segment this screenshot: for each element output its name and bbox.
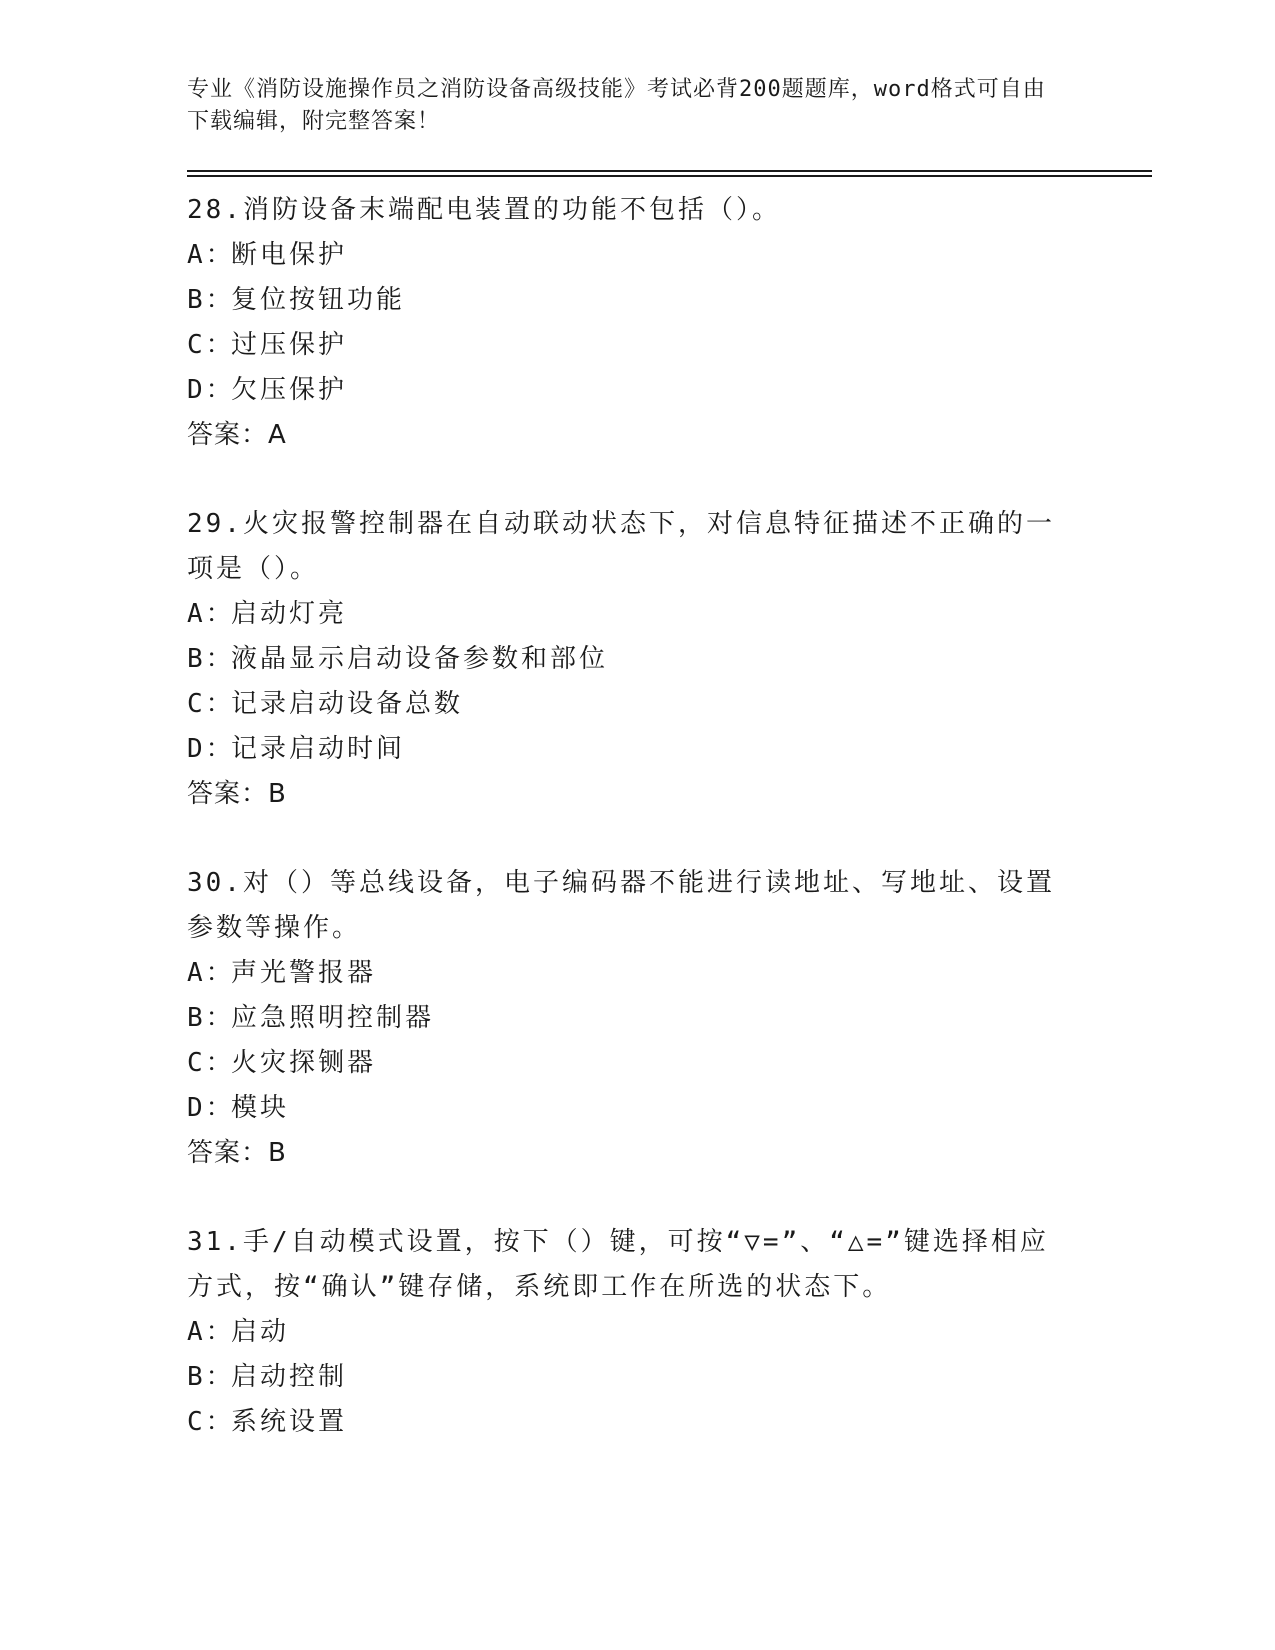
option-c <box>187 1400 1067 1445</box>
option-letter: C： <box>187 330 235 360</box>
question-list <box>187 188 1067 1489</box>
option-text: 系统设置 <box>231 1407 348 1437</box>
option-letter: D： <box>187 734 235 764</box>
option-text: 模块 <box>231 1093 290 1123</box>
option-letter: B： <box>187 1362 235 1392</box>
option-d <box>187 368 1067 413</box>
option-text: 断电保护 <box>231 240 348 270</box>
option-a <box>187 592 1067 637</box>
question-text: 28.消防设备末端配电装置的功能不包括（）。 <box>187 195 781 225</box>
option-letter: A： <box>187 1317 235 1347</box>
option-letter: C： <box>187 1048 235 1078</box>
option-c <box>187 323 1067 368</box>
question-28 <box>187 188 1067 458</box>
option-text: 启动控制 <box>231 1362 348 1392</box>
option-text: 欠压保护 <box>231 375 348 405</box>
option-letter: A： <box>187 958 235 988</box>
option-d <box>187 1086 1067 1131</box>
option-text: 复位按钮功能 <box>231 285 406 315</box>
option-letter: B： <box>187 644 235 674</box>
option-text: 液晶显示启动设备参数和部位 <box>231 644 609 674</box>
option-text: 声光警报器 <box>231 958 377 988</box>
divider-line-top <box>187 170 1152 172</box>
option-b <box>187 278 1067 323</box>
question-31 <box>187 1220 1067 1445</box>
answer-line: 答案：A <box>187 420 287 450</box>
option-letter: A： <box>187 599 235 629</box>
option-letter: D： <box>187 375 235 405</box>
option-text: 过压保护 <box>231 330 348 360</box>
option-b <box>187 996 1067 1041</box>
option-text: 启动 <box>231 1317 290 1347</box>
option-letter: C： <box>187 1407 235 1437</box>
option-text: 应急照明控制器 <box>231 1003 435 1033</box>
question-text: 29.火灾报警控制器在自动联动状态下，对信息特征描述不正确的一项是（）。 <box>187 509 1055 584</box>
option-letter: B： <box>187 285 235 315</box>
question-29 <box>187 502 1067 817</box>
option-text: 记录启动设备总数 <box>231 689 464 719</box>
question-text: 30.对（）等总线设备，电子编码器不能进行读地址、写地址、设置参数等操作。 <box>187 868 1055 943</box>
option-c <box>187 1041 1067 1086</box>
option-letter: D： <box>187 1093 235 1123</box>
option-d <box>187 727 1067 772</box>
option-a <box>187 1310 1067 1355</box>
option-c <box>187 682 1067 727</box>
option-letter: C： <box>187 689 235 719</box>
option-a <box>187 233 1067 278</box>
option-b <box>187 1355 1067 1400</box>
option-text: 记录启动时间 <box>231 734 406 764</box>
answer-line: 答案：B <box>187 779 287 809</box>
question-30 <box>187 861 1067 1176</box>
option-a <box>187 951 1067 996</box>
option-text: 火灾探铡器 <box>231 1048 377 1078</box>
divider-line-bottom <box>187 175 1152 177</box>
option-letter: B： <box>187 1003 235 1033</box>
option-b <box>187 637 1067 682</box>
document-header: 专业《消防设施操作员之消防设备高级技能》考试必背200题题库，word格式可自由下载编辑，附完整答案！ <box>187 77 1046 134</box>
question-text: 31.手/自动模式设置，按下（）键，可按“▽=”、“△=”键选择相应方式，按“确认”键存储，系统即工作在所选的状态下。 <box>187 1227 1049 1302</box>
option-text: 启动灯亮 <box>231 599 348 629</box>
option-letter: A： <box>187 240 235 270</box>
answer-line: 答案：B <box>187 1138 287 1168</box>
